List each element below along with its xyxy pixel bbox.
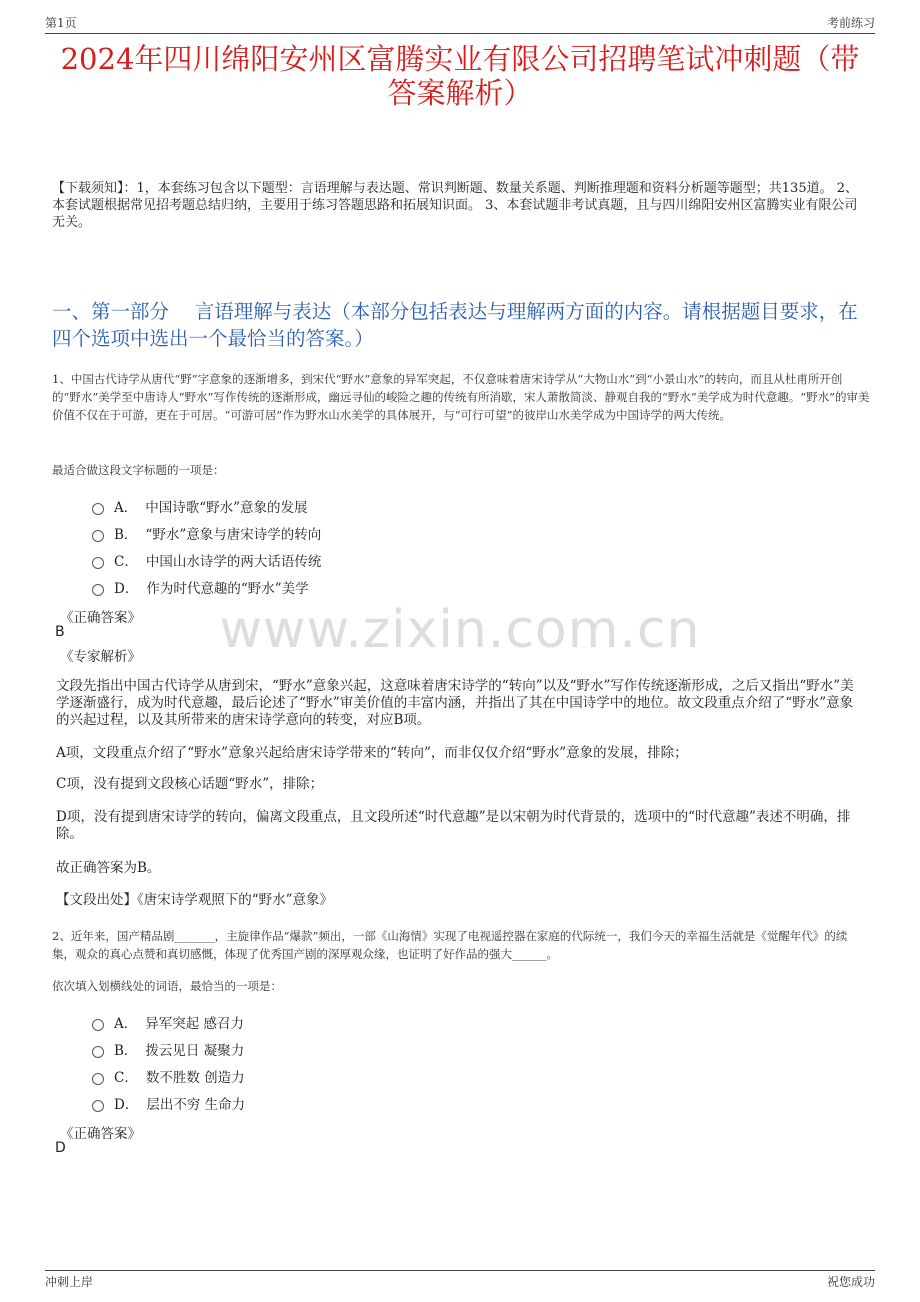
q2-option-d[interactable] (92, 1093, 245, 1113)
footer-left: 冲刺上岸 (45, 1275, 94, 1289)
radio-icon[interactable] (92, 584, 104, 596)
option-text: 层出不穷 生命力 (146, 1097, 246, 1113)
radio-icon[interactable] (92, 1100, 104, 1112)
option-letter: C． (114, 554, 138, 570)
option-letter: D． (114, 581, 139, 597)
q1-option-a[interactable] (92, 496, 308, 516)
option-text: 数不胜数 创造力 (145, 1070, 245, 1086)
source-citation: 【文段出处】《唐宋诗学观照下的“野水”意象》 (56, 892, 334, 908)
download-notice: 【下载须知】：1，本套练习包含以下题型：言语理解与表达题、常识判断题、数量关系题、判断推理题和资料分析题等题型；共135道。 2、本套试题根据常见招考题总结归纳，主要用于练习答题思路和拓展知识面。 3、本套试题非考试真题，且与四川绵阳安州区富腾实业有限公司无关。 (52, 181, 858, 230)
analysis-paragraph: D项，没有提到唐宋诗学的转向，偏离文段重点，且文段所述“时代意趣”是以宋朝为时代背景的，选项中的“时代意趣”表述不明确，排除。 (56, 809, 851, 842)
page-number: 第1页 (45, 16, 77, 30)
analysis-conclusion: 故正确答案为B。 (56, 860, 161, 876)
answer-label: 《正确答案》 (60, 610, 141, 626)
q1-option-b[interactable] (92, 523, 321, 543)
option-text: 拨云见日 凝聚力 (145, 1043, 245, 1059)
option-letter: A． (114, 1016, 138, 1032)
header-divider (45, 33, 875, 34)
header-label: 考前练习 (826, 16, 875, 30)
option-text: 作为时代意趣的“野水”美学 (146, 581, 309, 597)
analysis-paragraph: C项，没有提到文段核心话题“野水”，排除； (56, 776, 324, 792)
option-text: 中国山水诗学的两大话语传统 (145, 554, 322, 570)
q2-option-a[interactable] (92, 1012, 244, 1032)
analysis-paragraph: 文段先指出中国古代诗学从唐到宋，“野水”意象兴起，这意味着唐宋诗学的“转向”以及“野水”写作传统逐渐形成，之后又指出“野水”美学逐渐盛行，成为时代意趣，最后论述了“野水”审美价值的丰富内涵，并指出了其在中国诗学中的地位。故文段重点介绍了“野水”意象的兴起过程，以及其所带来的唐宋诗学意向的转变，对应B项。 (56, 678, 854, 728)
question-1-text: 1、中国古代诗学从唐代“野”字意象的逐渐增多，到宋代“野水”意象的异军突起，不仅意味着唐宋诗学从“大物山水”到“小景山水”的转向，而且从杜甫所开创的“野水”美学至中唐诗人“野水”写作传统的逐渐形成，幽远寻仙的峻险之趣的传统有所消歇，宋人萧散简淡、静观自我的“野水”美学成为时代意趣。“野水”的审美价值不仅在于可游，更在于可居。“可游可居”作为野水山水美学的具体展开，与“可行可望”的彼岸山水美学成为中国诗学的两大传统。 (52, 372, 870, 422)
option-letter: A． (114, 500, 138, 516)
question-2-text: 2、近年来，国产精品剧_______，主旋律作品“爆款”频出，一部《山海情》实现了电视遥控器在家庭的代际统一，我们今天的幸福生活就是《觉醒年代》的续集，观众的真心点赞和真切感慨，体现了优秀国产剧的深厚观众缘，也证明了好作品的强大______。 (52, 929, 848, 961)
q2-option-b[interactable] (92, 1039, 244, 1059)
watermark: www.zixin.com.cn (219, 600, 701, 660)
question-1-prompt: 最适合做这段文字标题的一项是： (52, 463, 225, 477)
document-title: 2024年四川绵阳安州区富腾实业有限公司招聘笔试冲刺题（带答案解析） (60, 42, 860, 110)
radio-icon[interactable] (92, 503, 104, 515)
q1-option-d[interactable] (92, 577, 309, 597)
radio-icon[interactable] (92, 1073, 104, 1085)
question-2-prompt: 依次填入划横线处的词语，最恰当的一项是： (52, 979, 282, 993)
radio-icon[interactable] (92, 1019, 104, 1031)
option-text: “野水”意象与唐宋诗学的转向 (145, 527, 322, 543)
section-title: 一、第一部分 言语理解与表达（本部分包括表达与理解两方面的内容。请根据题目要求，在四个选项中选出一个最恰当的答案。） (52, 300, 858, 350)
q1-option-c[interactable] (92, 550, 321, 570)
option-letter: D． (114, 1097, 139, 1113)
option-letter: B． (114, 527, 138, 543)
radio-icon[interactable] (92, 1046, 104, 1058)
radio-icon[interactable] (92, 530, 104, 542)
footer-divider (45, 1270, 875, 1271)
option-text: 中国诗歌“野水”意象的发展 (145, 500, 308, 516)
option-letter: C． (114, 1070, 138, 1086)
radio-icon[interactable] (92, 557, 104, 569)
option-text: 异军突起 感召力 (145, 1016, 245, 1032)
analysis-label: 《专家解析》 (60, 649, 141, 665)
q2-option-c[interactable] (92, 1066, 245, 1086)
option-letter: B． (114, 1043, 138, 1059)
answer-label: 《正确答案》 (60, 1126, 141, 1142)
footer-right: 祝您成功 (826, 1275, 875, 1289)
analysis-paragraph: A项，文段重点介绍了“野水”意象兴起给唐宋诗学带来的“转向”，而非仅仅介绍“野水”意象的发展，排除； (56, 745, 688, 761)
correct-answer: D (55, 1140, 66, 1156)
correct-answer: B (55, 624, 65, 640)
